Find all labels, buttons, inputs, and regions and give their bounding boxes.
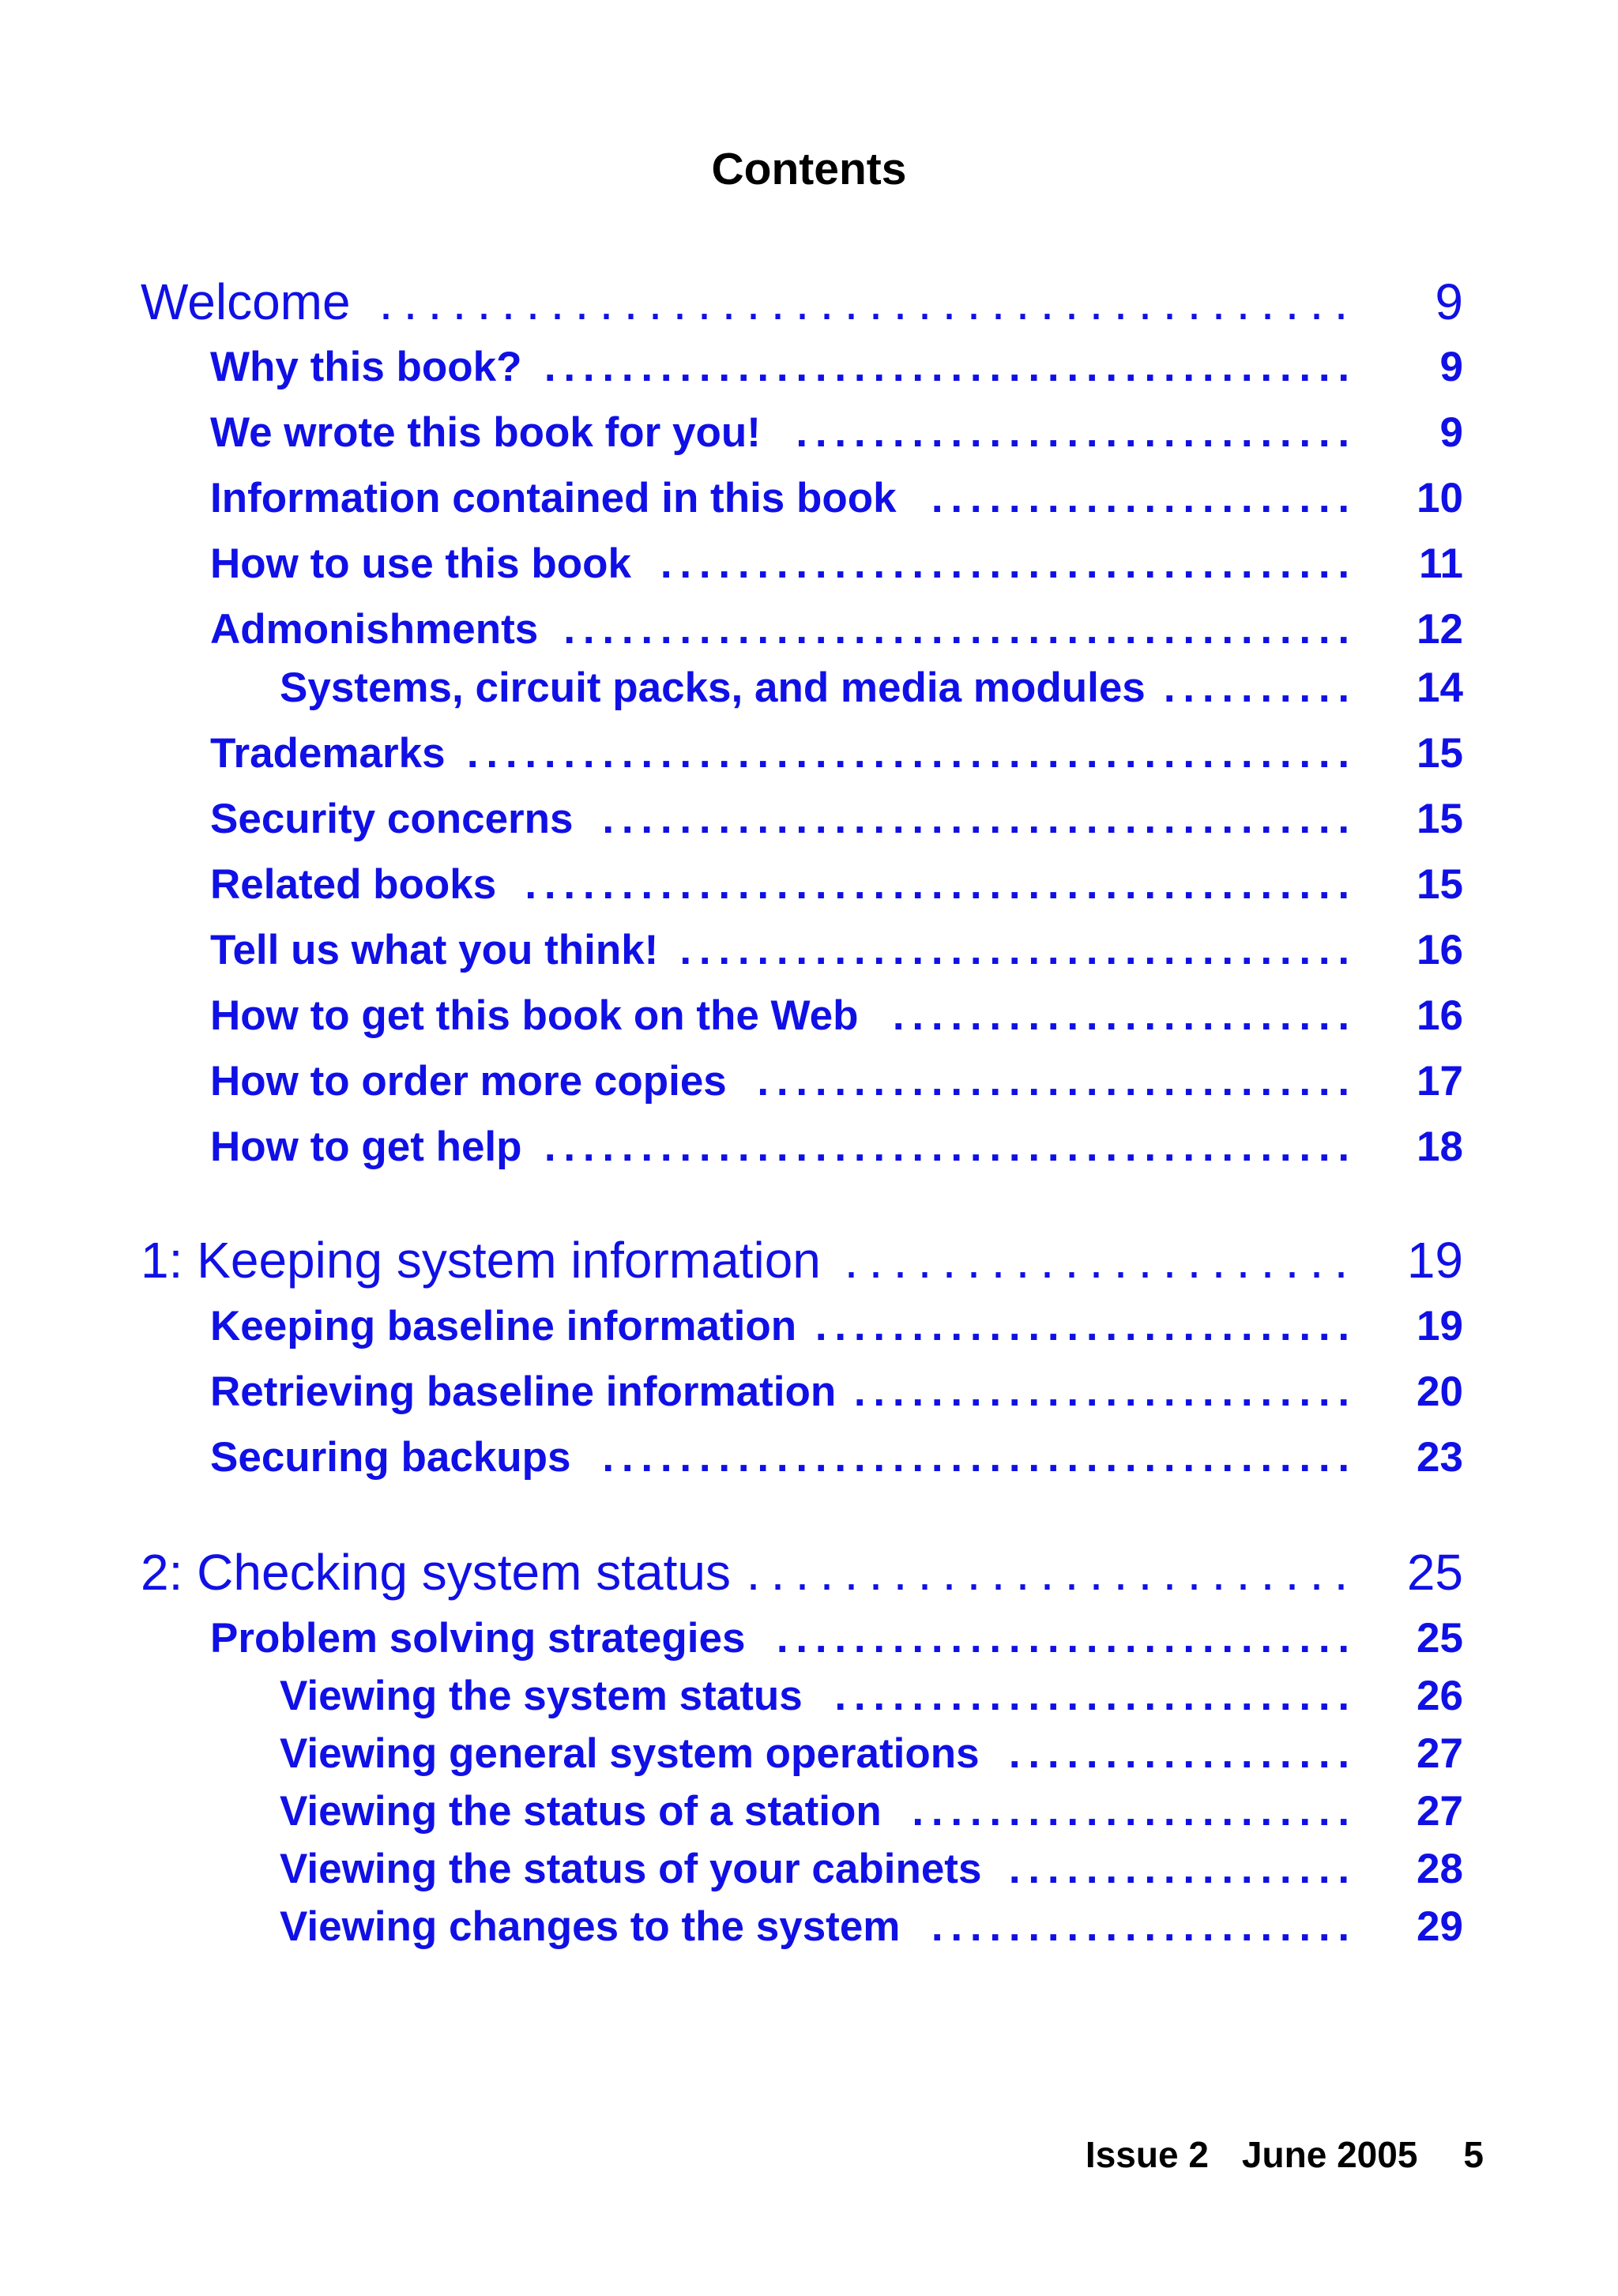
toc-entry-link[interactable] xyxy=(0,1730,1618,1778)
toc-entry-label: Trademarks xyxy=(210,730,446,777)
toc-entry[interactable] xyxy=(0,926,1618,975)
toc-entry[interactable] xyxy=(0,1123,1618,1172)
toc-entry-page: 10 xyxy=(1417,475,1463,521)
toc-entry[interactable] xyxy=(0,1730,1618,1778)
toc-entry-label: How to get help xyxy=(210,1124,522,1170)
toc-entry[interactable] xyxy=(0,1433,1618,1482)
footer-page-number: 5 xyxy=(1463,2134,1484,2175)
toc-entry-label: Keeping baseline information xyxy=(210,1303,797,1349)
toc-entry[interactable] xyxy=(0,1787,1618,1836)
toc-entry-page: 18 xyxy=(1417,1124,1463,1170)
toc-entry-page: 19 xyxy=(1406,1232,1463,1289)
toc-entry-label: Viewing the system status xyxy=(280,1673,803,1719)
footer-date: June 2005 xyxy=(1241,2134,1418,2175)
dot-leader: . . . . . . . . . . . . . . . . . . . . . . . . . . . . xyxy=(815,1303,1350,1349)
toc-entry-label: We wrote this book for you! xyxy=(210,409,761,456)
dot-leader: . . . . . . . . . . . . . . . . . . . . . . . . . . . . . . . . . . . . . . . . . . . . . . xyxy=(466,730,1350,777)
toc-entry-link[interactable] xyxy=(0,605,1618,654)
dot-leader: . . . . . . . . . . . . . . . . . . . . . . . . . . . . . . . . . . . . . . . . . . xyxy=(544,344,1350,390)
dot-leader: . . . . . . . . . . . . . . . . . . . . . . . . . . . . . . . . . . . . . . . . xyxy=(378,273,1349,330)
dot-leader: . . . . . . . . . . . . . . . . . . . . . . . . . . . . . . . . . . . . . . . . . . . xyxy=(525,861,1350,908)
toc-entry-link[interactable] xyxy=(0,664,1618,713)
toc-entry[interactable] xyxy=(0,1229,1618,1291)
dot-leader: . . . . . . . . . . . . . . . . . . . . . . . . xyxy=(892,992,1350,1039)
dot-leader: . . . . . . . . . . . . . . . . . . . . . . xyxy=(931,1903,1350,1950)
footer-issue: Issue 2 xyxy=(1085,2134,1209,2175)
toc-entry-page: 9 xyxy=(1439,344,1463,390)
toc-entry-label: Viewing the status of your cabinets xyxy=(280,1846,982,1892)
page-footer xyxy=(1086,2133,1484,2176)
toc-entry-link[interactable] xyxy=(0,343,1618,392)
dot-leader: . . . . . . . . . . . . . . . . . . . . . . . . . . . . . . xyxy=(776,1615,1350,1662)
toc-entry-label: Problem solving strategies xyxy=(210,1615,746,1662)
toc-entry[interactable] xyxy=(0,474,1618,523)
toc-entry-link[interactable] xyxy=(0,1368,1618,1417)
toc-entry-page: 28 xyxy=(1417,1846,1463,1892)
toc-entry[interactable] xyxy=(0,343,1618,392)
toc-entry-link[interactable] xyxy=(0,860,1618,909)
toc-entry-page: 9 xyxy=(1439,409,1463,456)
dot-leader: . . . . . . . . . . . . . . . . . . . . . . . . . . . . . . . . . . . . . . . xyxy=(602,1434,1350,1481)
dot-leader: . . . . . . . . . . . . . . . . . . . . . . . . . . . . . . . xyxy=(757,1058,1350,1105)
toc-entry-page: 14 xyxy=(1417,664,1463,711)
toc-entry-link[interactable] xyxy=(0,1541,1618,1603)
toc-entry-page: 15 xyxy=(1417,730,1463,777)
toc-entry-link[interactable] xyxy=(0,992,1618,1041)
dot-leader: . . . . . . . . . . . . . . . . . . . . . . . . . . . . . . . . . . . . . . . . . xyxy=(563,606,1350,653)
toc-entry-page: 11 xyxy=(1418,540,1463,587)
toc-entry[interactable] xyxy=(0,1614,1618,1663)
page-title: Contents xyxy=(711,144,907,194)
toc-entry-label: Related books xyxy=(210,861,497,908)
toc-entry-link[interactable] xyxy=(0,1123,1618,1172)
toc-entry-link[interactable] xyxy=(0,926,1618,975)
toc-entry-link[interactable] xyxy=(0,1903,1618,1952)
toc-entry-label: Admonishments xyxy=(210,606,539,653)
toc-entry[interactable] xyxy=(0,1845,1618,1894)
toc-entry-page: 23 xyxy=(1417,1434,1463,1481)
toc-entry-link[interactable] xyxy=(0,1057,1618,1106)
toc-entry-link[interactable] xyxy=(0,408,1618,457)
toc-entry[interactable] xyxy=(0,1672,1618,1721)
toc-entry-link[interactable] xyxy=(0,1672,1618,1721)
toc-entry-page: 16 xyxy=(1417,927,1463,973)
toc-entry[interactable] xyxy=(0,795,1618,844)
toc-entry[interactable] xyxy=(0,1541,1618,1603)
toc-entry-link[interactable] xyxy=(0,271,1618,333)
toc-entry-link[interactable] xyxy=(0,1229,1618,1291)
toc-entry-page: 9 xyxy=(1435,273,1463,330)
toc-entry[interactable] xyxy=(0,860,1618,909)
toc-entry-page: 29 xyxy=(1417,1903,1463,1950)
toc-entry-link[interactable] xyxy=(0,729,1618,778)
toc-entry[interactable] xyxy=(0,1368,1618,1417)
dot-leader: . . . . . . . . . . . . . . . . . . . . . . . . . . . . . . . . . . . . . . . xyxy=(602,796,1350,842)
toc-entry[interactable] xyxy=(0,605,1618,654)
toc-entry-label: Why this book? xyxy=(210,344,522,390)
toc-entry-page: 27 xyxy=(1417,1730,1463,1777)
toc-entry-label: Systems, circuit packs, and media modules xyxy=(280,664,1146,711)
toc-entry-link[interactable] xyxy=(0,795,1618,844)
dot-leader: . . . . . . . . . . . . . . . . . . . . . . . xyxy=(912,1788,1350,1835)
dot-leader: . . . . . . . . . . xyxy=(1163,664,1350,711)
toc-entry-link[interactable] xyxy=(0,1845,1618,1894)
toc-entry-page: 25 xyxy=(1417,1615,1463,1662)
toc-entry-link[interactable] xyxy=(0,540,1618,589)
dot-leader: . . . . . . . . . . . . . . . . . . . . . . . . . . . . . . . . . . . . . . . . . . xyxy=(544,1124,1350,1170)
toc-entry-page: 26 xyxy=(1417,1673,1463,1719)
toc-entry-label: How to use this book xyxy=(210,540,631,587)
toc-entry[interactable] xyxy=(0,408,1618,457)
dot-leader: . . . . . . . . . . . . . . . . . . . . . . . . . . xyxy=(853,1368,1350,1415)
toc-entry[interactable] xyxy=(0,729,1618,778)
toc-entry-link[interactable] xyxy=(0,1302,1618,1351)
toc-entry-page: 17 xyxy=(1417,1058,1463,1105)
toc-entry[interactable] xyxy=(0,992,1618,1041)
toc-entry-page: 15 xyxy=(1417,861,1463,908)
toc-entry-page: 12 xyxy=(1417,606,1463,653)
toc-entry-page: 25 xyxy=(1406,1544,1463,1601)
toc-entry-link[interactable] xyxy=(0,1787,1618,1836)
toc-entry-page: 27 xyxy=(1417,1788,1463,1835)
toc-entry-label: Tell us what you think! xyxy=(210,927,659,973)
toc-entry-page: 20 xyxy=(1417,1368,1463,1415)
dot-leader: . . . . . . . . . . . . . . . . . . . . . . . . . . . . . xyxy=(796,409,1350,456)
toc-entry-link[interactable] xyxy=(0,474,1618,523)
toc-entry-label: Viewing general system operations xyxy=(280,1730,980,1777)
dot-leader: . . . . . . . . . . . . . . . . . . . . . . . . . xyxy=(746,1544,1349,1601)
toc-entry-page: 19 xyxy=(1417,1303,1463,1349)
toc-entry[interactable] xyxy=(0,540,1618,589)
toc-entry-label: 1: Keeping system information xyxy=(141,1232,821,1289)
toc-entry-link[interactable] xyxy=(0,1433,1618,1482)
toc-entry[interactable] xyxy=(0,1302,1618,1351)
toc-entry[interactable] xyxy=(0,1903,1618,1952)
toc-entry-label: Information contained in this book xyxy=(210,475,897,521)
dot-leader: . . . . . . . . . . . . . . . . . . xyxy=(1008,1846,1350,1892)
dot-leader: . . . . . . . . . . . . . . . . . . xyxy=(1008,1730,1350,1777)
dot-leader: . . . . . . . . . . . . . . . . . . . . . xyxy=(844,1232,1349,1289)
toc-entry-label: Viewing the status of a station xyxy=(280,1788,882,1835)
toc-entry-page: 15 xyxy=(1417,796,1463,842)
toc-entry-label: Welcome xyxy=(141,273,351,330)
toc-entry-label: Security concerns xyxy=(210,796,574,842)
toc-entry-label: 2: Checking system status xyxy=(141,1544,731,1601)
toc-entry-link[interactable] xyxy=(0,1614,1618,1663)
toc-entry-label: How to order more copies xyxy=(210,1058,727,1105)
toc-entry[interactable] xyxy=(0,664,1618,713)
toc-entry[interactable] xyxy=(0,1057,1618,1106)
dot-leader: . . . . . . . . . . . . . . . . . . . . . . xyxy=(931,475,1350,521)
toc-entry-page: 16 xyxy=(1417,992,1463,1039)
dot-leader: . . . . . . . . . . . . . . . . . . . . . . . . . . . xyxy=(834,1673,1350,1719)
toc-entry-label: Viewing changes to the system xyxy=(280,1903,901,1950)
toc-entry-label: How to get this book on the Web xyxy=(210,992,859,1039)
toc-entry-label: Securing backups xyxy=(210,1434,571,1481)
toc-entry-label: Retrieving baseline information xyxy=(210,1368,837,1415)
dot-leader: . . . . . . . . . . . . . . . . . . . . . . . . . . . . . . . . . . . . xyxy=(660,540,1350,587)
toc-entry[interactable] xyxy=(0,271,1618,333)
dot-leader: . . . . . . . . . . . . . . . . . . . . . . . . . . . . . . . . . . . xyxy=(679,927,1350,973)
